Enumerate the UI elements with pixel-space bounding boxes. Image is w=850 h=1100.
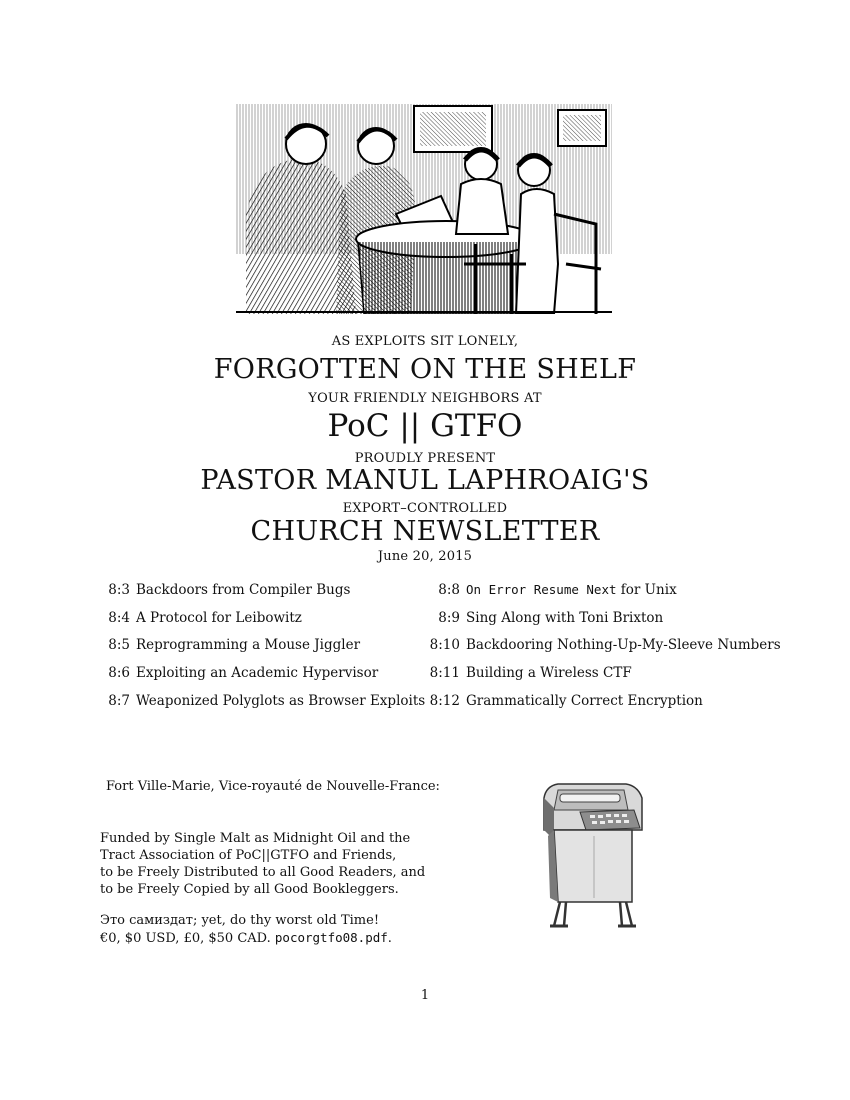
toc-item-number: 8:10 xyxy=(429,637,460,653)
issue-date: June 20, 2015 xyxy=(377,549,473,564)
header-line-8: CHURCH NEWSLETTER xyxy=(250,516,600,547)
funding-line: to be Freely Distributed to all Good Readers, and xyxy=(100,865,426,880)
price-text: €0, $0 USD, £0, $50 CAD. xyxy=(100,931,271,946)
family-engraving-illustration xyxy=(236,104,612,314)
toc-item-number: 8:7 xyxy=(108,693,130,709)
toc-item-number: 8:9 xyxy=(438,610,460,626)
toc-item-number: 8:8 xyxy=(438,582,460,598)
toc-item-number: 8:11 xyxy=(429,665,460,681)
toc-item[interactable] xyxy=(106,637,360,653)
toc-item-title: Backdoors from Compiler Bugs xyxy=(136,582,351,598)
toc-item-title: A Protocol for Leibowitz xyxy=(136,610,302,626)
funding-block xyxy=(100,830,425,898)
price-line xyxy=(100,929,392,947)
toc-item-number: 8:6 xyxy=(108,665,130,681)
toc-item[interactable] xyxy=(428,693,703,709)
toc-item-title: Weaponized Polyglots as Browser Exploits xyxy=(136,693,426,709)
toc-item-number: 8:3 xyxy=(108,582,130,598)
toc-item-title: Building a Wireless CTF xyxy=(466,665,632,681)
toc-item-title: Exploiting an Academic Hypervisor xyxy=(136,665,379,681)
toc-item[interactable] xyxy=(428,582,677,598)
samizdat-block xyxy=(100,912,392,947)
toc-item-code: On Error Resume Next xyxy=(466,582,617,597)
funding-line: Funded by Single Malt as Midnight Oil and the xyxy=(100,831,411,846)
toc-item[interactable] xyxy=(106,665,378,681)
toc-item[interactable] xyxy=(106,693,425,709)
pdf-filename[interactable]: pocorgtfo08.pdf xyxy=(274,930,388,945)
toc-item-title: Sing Along with Toni Brixton xyxy=(466,610,664,626)
toc-item-number: 8:12 xyxy=(429,693,460,709)
toc-item[interactable] xyxy=(428,665,632,681)
samizdat-line: Это самиздат; yet, do thy worst old Time! xyxy=(100,913,380,928)
header-line-3: YOUR FRIENDLY NEIGHBORS AT xyxy=(308,391,542,406)
toc-item[interactable] xyxy=(106,610,302,626)
toc-item-number: 8:4 xyxy=(108,610,130,626)
funding-line: Tract Association of PoC||GTFO and Friends, xyxy=(100,848,397,863)
toc-item[interactable] xyxy=(428,637,781,653)
header-line-5: PROUDLY PRESENT xyxy=(354,451,496,466)
header-line-7: EXPORT–CONTROLLED xyxy=(342,501,508,516)
funding-line: to be Freely Copied by all Good Bookleggers. xyxy=(100,882,399,897)
page-number: 1 xyxy=(420,988,430,1003)
toc-item-title: Reprogramming a Mouse Jiggler xyxy=(136,637,361,653)
toc-item-number: 8:5 xyxy=(108,637,130,653)
toc-item-title: Grammatically Correct Encryption xyxy=(466,693,703,709)
header-line-4: PoC || GTFO xyxy=(327,408,523,444)
header-line-1: AS EXPLOITS SIT LONELY, xyxy=(331,334,519,349)
toc-item[interactable] xyxy=(106,582,350,598)
location-line: Fort Ville-Marie, Vice-royauté de Nouvelle-France: xyxy=(106,779,440,794)
header-line-6: PASTOR MANUL LAPHROAIG'S xyxy=(200,465,650,496)
teletype-machine-illustration xyxy=(536,780,650,928)
toc-item[interactable] xyxy=(428,610,663,626)
header-line-2: FORGOTTEN ON THE SHELF xyxy=(213,354,637,385)
price-end: . xyxy=(387,931,392,946)
toc-item-title: for Unix xyxy=(616,582,677,598)
toc-item-title: Backdooring Nothing-Up-My-Sleeve Numbers xyxy=(466,637,781,653)
